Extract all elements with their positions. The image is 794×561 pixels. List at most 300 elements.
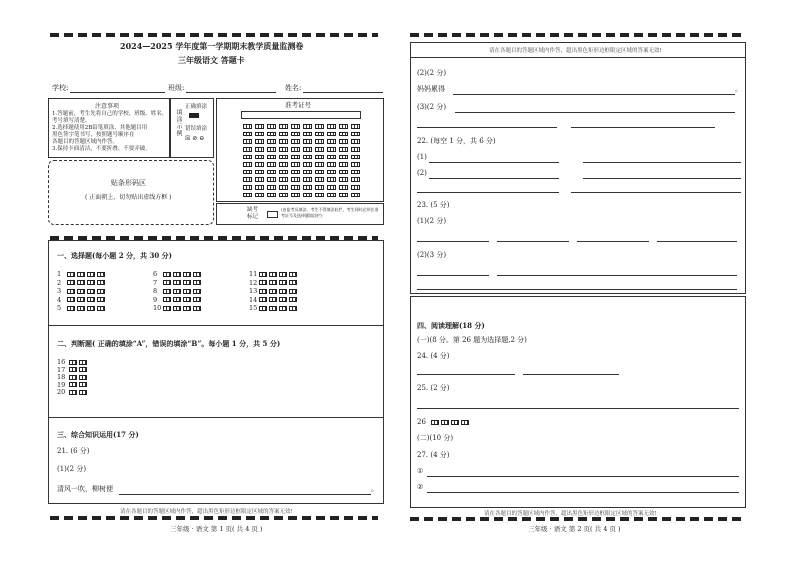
notice-line: 各题目的答题区域内作答。 bbox=[52, 139, 119, 145]
exam-digit-bubble[interactable] bbox=[243, 162, 252, 167]
q24-label: 24. (4 分) bbox=[417, 352, 450, 360]
tf-question[interactable] bbox=[57, 359, 89, 366]
bubble[interactable] bbox=[259, 280, 267, 285]
q24-answer-line[interactable] bbox=[523, 374, 619, 375]
q23-2-label: (2)(3 分) bbox=[417, 251, 447, 259]
correct-fill-label: 正确填涂 bbox=[185, 104, 208, 110]
bubble[interactable] bbox=[79, 382, 87, 387]
exam-digit-bubble[interactable] bbox=[327, 177, 336, 182]
bubble[interactable] bbox=[269, 297, 277, 302]
wrong-fill-label: 错误填涂 bbox=[185, 126, 208, 132]
footer-warning-page2: 请在各题目的答题区域内作答，超出黑色矩形边框限定区域的答案无效! bbox=[484, 511, 657, 517]
bubble[interactable] bbox=[259, 272, 267, 277]
exam-digit-bubble[interactable] bbox=[339, 124, 348, 129]
bubble[interactable] bbox=[183, 272, 191, 277]
bubble[interactable] bbox=[289, 289, 297, 294]
mcq-question[interactable] bbox=[153, 297, 203, 304]
exam-digit-bubble[interactable] bbox=[339, 132, 348, 137]
q27-answer-line[interactable] bbox=[427, 476, 739, 477]
exam-digit-bubble[interactable] bbox=[351, 162, 360, 167]
bubble[interactable] bbox=[173, 289, 181, 294]
bubble[interactable] bbox=[279, 306, 287, 311]
exam-digit-bubble[interactable] bbox=[243, 170, 252, 175]
q26-options[interactable] bbox=[431, 419, 491, 427]
exam-digit-bubble[interactable] bbox=[339, 170, 348, 175]
mcq-question[interactable] bbox=[57, 271, 107, 278]
mcq-question[interactable] bbox=[153, 280, 203, 287]
exam-digit-bubble[interactable] bbox=[303, 185, 312, 190]
exam-digit-bubble[interactable] bbox=[315, 132, 324, 137]
q21-3-answer-line[interactable] bbox=[571, 127, 715, 128]
exam-digit-bubble[interactable] bbox=[267, 147, 276, 152]
absent-note: (由监考员填涂，考生不得填涂此栏，考生同时必须在准考证号及选择题填涂栏) bbox=[281, 207, 379, 218]
q27-circle-2: ② bbox=[417, 483, 424, 491]
bubble[interactable] bbox=[67, 306, 75, 311]
exam-digit-bubble[interactable] bbox=[351, 139, 360, 144]
exam-digit-bubble[interactable] bbox=[291, 162, 300, 167]
question-number: 20 bbox=[57, 388, 66, 397]
bubble[interactable] bbox=[69, 375, 77, 380]
mcq-question[interactable] bbox=[57, 280, 107, 287]
bubble[interactable] bbox=[269, 272, 277, 277]
exam-digit-bubble[interactable] bbox=[279, 147, 288, 152]
q26-bubbles[interactable] bbox=[431, 419, 471, 426]
exam-digit-bubble[interactable] bbox=[303, 177, 312, 182]
bubble[interactable] bbox=[173, 280, 181, 285]
bubble[interactable] bbox=[259, 306, 267, 311]
q21-1-answer-line[interactable] bbox=[119, 494, 371, 495]
bubble[interactable] bbox=[97, 297, 105, 302]
exam-digit-bubble[interactable] bbox=[291, 155, 300, 160]
mcq-question[interactable] bbox=[57, 305, 107, 312]
bubble[interactable] bbox=[79, 367, 87, 372]
bubble[interactable] bbox=[87, 289, 95, 294]
section4-title: 四、阅读理解(18 分) bbox=[417, 321, 485, 330]
notice-line: 3.保持卡面清洁，不要折叠、不要弄破。 bbox=[52, 146, 151, 152]
exam-digit-bubble[interactable] bbox=[327, 170, 336, 175]
bubble[interactable] bbox=[289, 297, 297, 302]
exam-number-row bbox=[243, 190, 373, 198]
exam-digit-bubble[interactable] bbox=[267, 139, 276, 144]
question-number: 14 bbox=[249, 295, 258, 304]
exam-digit-bubble[interactable] bbox=[327, 139, 336, 144]
q23-1-label: (1)(2 分) bbox=[417, 217, 447, 225]
exam-digit-bubble[interactable] bbox=[351, 155, 360, 160]
bubble[interactable] bbox=[193, 272, 201, 277]
mcq-question[interactable] bbox=[249, 271, 299, 278]
bubble[interactable] bbox=[183, 297, 191, 302]
bubble[interactable] bbox=[451, 420, 459, 425]
q27-label: 27. (4 分) bbox=[417, 451, 450, 459]
bubble[interactable] bbox=[69, 360, 77, 365]
exam-digit-bubble[interactable] bbox=[315, 170, 324, 175]
exam-digit-bubble[interactable] bbox=[291, 132, 300, 137]
q22-answer-line[interactable] bbox=[417, 192, 559, 193]
exam-digit-bubble[interactable] bbox=[315, 162, 324, 167]
period: 。 bbox=[735, 85, 742, 93]
bubble[interactable] bbox=[193, 306, 201, 311]
question-number: 19 bbox=[57, 380, 66, 389]
exam-digit-bubble[interactable] bbox=[255, 193, 264, 198]
top-marker-bar-left bbox=[50, 33, 378, 37]
mcq-question[interactable] bbox=[249, 288, 299, 295]
bubble[interactable] bbox=[79, 360, 87, 365]
q24-answer-line[interactable] bbox=[417, 374, 515, 375]
exam-digit-bubble[interactable] bbox=[327, 147, 336, 152]
question-number: 11 bbox=[249, 270, 258, 278]
notice-line: 1.答题前，考生先将自己的学校、班级、姓名、 bbox=[52, 111, 168, 117]
question-number: 5 bbox=[57, 304, 62, 313]
question-number: 4 bbox=[57, 295, 62, 304]
bubble[interactable] bbox=[69, 390, 77, 395]
exam-digit-bubble[interactable] bbox=[255, 124, 264, 129]
bubble[interactable] bbox=[289, 280, 297, 285]
exam-digit-bubble[interactable] bbox=[315, 185, 324, 190]
q23-1-answer-line[interactable] bbox=[417, 241, 489, 242]
exam-digit-bubble[interactable] bbox=[267, 185, 276, 190]
bubble[interactable] bbox=[77, 280, 85, 285]
exam-digit-bubble[interactable] bbox=[291, 193, 300, 198]
answer-region-page2-lower bbox=[410, 296, 746, 508]
exam-digit-bubble[interactable] bbox=[315, 124, 324, 129]
exam-digit-bubble[interactable] bbox=[303, 193, 312, 198]
exam-digit-bubble[interactable] bbox=[315, 193, 324, 198]
top-marker-bar-right bbox=[410, 33, 745, 37]
q22-answer-line[interactable] bbox=[583, 178, 741, 179]
absent-checkbox[interactable] bbox=[267, 211, 278, 218]
exam-digit-bubble[interactable] bbox=[339, 139, 348, 144]
exam-digit-bubble[interactable] bbox=[243, 193, 252, 198]
bubble[interactable] bbox=[183, 306, 191, 311]
mcq-question[interactable] bbox=[153, 288, 203, 295]
exam-digit-bubble[interactable] bbox=[351, 193, 360, 198]
bottom-marker-bar-left bbox=[50, 516, 378, 520]
bubble[interactable] bbox=[69, 367, 77, 372]
bubble[interactable] bbox=[67, 289, 75, 294]
exam-digit-bubble[interactable] bbox=[315, 177, 324, 182]
bubble[interactable] bbox=[183, 280, 191, 285]
q22-label: 22. (每空 1 分，共 6 分) bbox=[417, 137, 496, 145]
exam-number-row bbox=[243, 137, 373, 145]
tf-grid[interactable] bbox=[57, 359, 137, 399]
q23-1-answer-line[interactable] bbox=[497, 241, 569, 242]
q27-circle-1: ① bbox=[417, 467, 424, 475]
exam-digit-bubble[interactable] bbox=[303, 147, 312, 152]
divider bbox=[49, 417, 383, 418]
exam-digit-bubble[interactable] bbox=[327, 132, 336, 137]
bubble[interactable] bbox=[163, 280, 171, 285]
q23-1-answer-line[interactable] bbox=[657, 241, 737, 242]
exam-digit-bubble[interactable] bbox=[327, 162, 336, 167]
exam-digit-bubble[interactable] bbox=[279, 124, 288, 129]
q21-3-answer-line[interactable] bbox=[455, 112, 735, 113]
bubble[interactable] bbox=[77, 289, 85, 294]
bubble[interactable] bbox=[87, 297, 95, 302]
correct-fill-mark bbox=[189, 113, 199, 118]
exam-digit-bubble[interactable] bbox=[255, 132, 264, 137]
exam-digit-bubble[interactable] bbox=[279, 132, 288, 137]
exam-digit-bubble[interactable] bbox=[255, 139, 264, 144]
question-number: 1 bbox=[57, 270, 62, 278]
bubble[interactable] bbox=[259, 297, 267, 302]
exam-digit-bubble[interactable] bbox=[279, 193, 288, 198]
exam-digit-bubble[interactable] bbox=[291, 147, 300, 152]
exam-digit-bubble[interactable] bbox=[255, 155, 264, 160]
q23-2-answer-line[interactable] bbox=[417, 275, 489, 276]
bubble[interactable] bbox=[97, 306, 105, 311]
q22-answer-line[interactable] bbox=[429, 162, 559, 163]
bubble[interactable] bbox=[97, 289, 105, 294]
question-number: 12 bbox=[249, 278, 258, 287]
bubble[interactable] bbox=[279, 297, 287, 302]
notice-line: 考号填写清楚。 bbox=[52, 118, 91, 124]
mcq-grid[interactable] bbox=[57, 271, 377, 315]
bubble[interactable] bbox=[97, 280, 105, 285]
exam-digit-bubble[interactable] bbox=[255, 170, 264, 175]
q21-1-label: (1)(2 分) bbox=[57, 465, 87, 473]
q23-2-answer-line[interactable] bbox=[497, 275, 737, 276]
exam-digit-bubble[interactable] bbox=[303, 139, 312, 144]
exam-digit-bubble[interactable] bbox=[267, 132, 276, 137]
bottom-marker-bar-right bbox=[410, 517, 745, 521]
mcq-question[interactable] bbox=[57, 288, 107, 295]
exam-number-row bbox=[243, 122, 373, 130]
q22-2-label: (2) bbox=[417, 169, 427, 177]
bubble[interactable] bbox=[269, 306, 277, 311]
bubble[interactable] bbox=[77, 306, 85, 311]
question-number: 3 bbox=[57, 287, 62, 296]
page1-number: 三年级 · 语文 第 1 页( 共 4 页 ) bbox=[170, 525, 263, 533]
q23-2-answer-line[interactable] bbox=[417, 289, 737, 290]
exam-digit-bubble[interactable] bbox=[303, 170, 312, 175]
exam-digit-bubble[interactable] bbox=[339, 147, 348, 152]
bubble[interactable] bbox=[259, 289, 267, 294]
bubble[interactable] bbox=[269, 289, 277, 294]
bubble[interactable] bbox=[77, 297, 85, 302]
exam-digit-bubble[interactable] bbox=[267, 193, 276, 198]
fill-example-side-label: 填涂示例 bbox=[175, 109, 182, 137]
bubble[interactable] bbox=[431, 420, 439, 425]
exam-number-row bbox=[243, 152, 373, 160]
exam-digit-bubble[interactable] bbox=[255, 162, 264, 167]
q21-3-label: (3)(2 分) bbox=[417, 103, 447, 111]
question-number: 15 bbox=[249, 304, 258, 313]
exam-number-row bbox=[243, 168, 373, 176]
class-field[interactable] bbox=[186, 92, 276, 93]
exam-digit-bubble[interactable] bbox=[339, 177, 348, 182]
bubble[interactable] bbox=[289, 306, 297, 311]
exam-digit-bubble[interactable] bbox=[267, 170, 276, 175]
exam-digit-bubble[interactable] bbox=[279, 155, 288, 160]
name-field[interactable] bbox=[303, 92, 383, 93]
notice-heading: 注意事项 bbox=[95, 103, 120, 110]
bubble[interactable] bbox=[97, 272, 105, 277]
bubble[interactable] bbox=[87, 272, 95, 277]
exam-digit-bubble[interactable] bbox=[243, 185, 252, 190]
sticker-title: 贴条形码区 bbox=[111, 179, 146, 187]
exam-digit-bubble[interactable] bbox=[291, 170, 300, 175]
bubble[interactable] bbox=[77, 272, 85, 277]
q22-answer-line[interactable] bbox=[583, 162, 741, 163]
bubble[interactable] bbox=[163, 297, 171, 302]
bubble[interactable] bbox=[279, 272, 287, 277]
exam-digit-bubble[interactable] bbox=[243, 139, 252, 144]
mcq-question[interactable] bbox=[249, 297, 299, 304]
question-number: 13 bbox=[249, 287, 258, 296]
exam-digit-bubble[interactable] bbox=[351, 132, 360, 137]
bubble[interactable] bbox=[173, 272, 181, 277]
exam-digit-bubble[interactable] bbox=[351, 185, 360, 190]
exam-digit-bubble[interactable] bbox=[255, 185, 264, 190]
bubble[interactable] bbox=[269, 280, 277, 285]
exam-digit-bubble[interactable] bbox=[255, 177, 264, 182]
exam-digit-bubble[interactable] bbox=[327, 124, 336, 129]
exam-digit-bubble[interactable] bbox=[327, 193, 336, 198]
exam-digit-bubble[interactable] bbox=[339, 193, 348, 198]
exam-digit-bubble[interactable] bbox=[327, 185, 336, 190]
exam-digit-bubble[interactable] bbox=[279, 185, 288, 190]
answer-region-page2 bbox=[410, 42, 746, 294]
exam-digit-bubble[interactable] bbox=[267, 162, 276, 167]
bubble[interactable] bbox=[163, 272, 171, 277]
exam-digit-bubble[interactable] bbox=[291, 185, 300, 190]
exam-digit-bubble[interactable] bbox=[339, 155, 348, 160]
exam-number-grid[interactable] bbox=[243, 122, 373, 198]
q27-answer-line[interactable] bbox=[427, 492, 739, 493]
exam-digit-bubble[interactable] bbox=[339, 162, 348, 167]
page2-number: 三年级 · 语文 第 2 页( 共 4 页 ) bbox=[528, 525, 621, 533]
bubble[interactable] bbox=[279, 289, 287, 294]
q21-2-label: (2)(2 分) bbox=[417, 69, 447, 77]
mcq-question[interactable] bbox=[153, 305, 203, 312]
exam-digit-bubble[interactable] bbox=[243, 132, 252, 137]
q23-1-answer-line[interactable] bbox=[577, 241, 649, 242]
exam-digit-bubble[interactable] bbox=[291, 139, 300, 144]
q22-answer-line[interactable] bbox=[429, 178, 559, 179]
bubble[interactable] bbox=[87, 306, 95, 311]
bubble[interactable] bbox=[193, 289, 201, 294]
exam-digit-bubble[interactable] bbox=[243, 124, 252, 129]
section1-title: 一、选择题(每小题 2 分，共 30 分) bbox=[57, 251, 172, 260]
exam-digit-bubble[interactable] bbox=[243, 155, 252, 160]
mcq-question[interactable] bbox=[249, 280, 299, 287]
bubble[interactable] bbox=[183, 289, 191, 294]
exam-digit-bubble[interactable] bbox=[339, 185, 348, 190]
q21-2-prompt: 妈妈累得 bbox=[417, 85, 445, 93]
exam-digit-bubble[interactable] bbox=[303, 124, 312, 129]
exam-digit-bubble[interactable] bbox=[279, 162, 288, 167]
bubble[interactable] bbox=[173, 297, 181, 302]
tf-question[interactable] bbox=[57, 389, 89, 396]
q26-label: 26 bbox=[417, 418, 426, 426]
q21-2-answer-line[interactable] bbox=[453, 94, 735, 95]
question-number: 6 bbox=[153, 270, 158, 278]
exam-digit-bubble[interactable] bbox=[303, 162, 312, 167]
exam-digit-bubble[interactable] bbox=[327, 155, 336, 160]
exam-digit-bubble[interactable] bbox=[279, 170, 288, 175]
part1-label: (一)(8 分。第 26 题为选择题,2 分) bbox=[417, 336, 527, 344]
exam-digit-bubble[interactable] bbox=[279, 139, 288, 144]
page-subtitle: 三年级语文 答题卡 bbox=[178, 55, 245, 65]
exam-number-box bbox=[216, 98, 384, 202]
absent-label: 缺考标记 bbox=[247, 207, 259, 220]
exam-digit-bubble[interactable] bbox=[279, 177, 288, 182]
q22-answer-line[interactable] bbox=[571, 192, 741, 193]
bubble[interactable] bbox=[67, 280, 75, 285]
bubble[interactable] bbox=[163, 289, 171, 294]
answer-region-page1 bbox=[48, 240, 384, 504]
mcq-question[interactable] bbox=[153, 271, 203, 278]
exam-number-row bbox=[243, 175, 373, 183]
bubble[interactable] bbox=[79, 375, 87, 380]
exam-digit-bubble[interactable] bbox=[351, 147, 360, 152]
exam-digit-bubble[interactable] bbox=[291, 124, 300, 129]
class-label: 班级: bbox=[168, 84, 185, 92]
exam-digit-bubble[interactable] bbox=[267, 124, 276, 129]
bubble[interactable] bbox=[461, 420, 469, 425]
bubble[interactable] bbox=[279, 280, 287, 285]
exam-digit-bubble[interactable] bbox=[243, 147, 252, 152]
question-number: 16 bbox=[57, 358, 66, 366]
bubble[interactable] bbox=[69, 382, 77, 387]
exam-digit-bubble[interactable] bbox=[351, 170, 360, 175]
exam-digit-bubble[interactable] bbox=[315, 155, 324, 160]
mcq-question[interactable] bbox=[57, 297, 107, 304]
bubble[interactable] bbox=[193, 280, 201, 285]
mcq-question[interactable] bbox=[249, 305, 299, 312]
page-title: 2024—2025 学年度第一学期期末教学质量监测卷 bbox=[120, 41, 304, 51]
bubble[interactable] bbox=[441, 420, 449, 425]
q21-label: 21. (6 分) bbox=[57, 447, 90, 455]
exam-number-row bbox=[243, 183, 373, 191]
bubble[interactable] bbox=[173, 306, 181, 311]
exam-digit-bubble[interactable] bbox=[291, 177, 300, 182]
notice-line: 2.选择题使用2B铅笔填涂，其他题目用 bbox=[52, 125, 148, 131]
name-label: 姓名: bbox=[285, 84, 302, 92]
exam-digit-bubble[interactable] bbox=[351, 177, 360, 182]
bubble[interactable] bbox=[163, 306, 171, 311]
bubble[interactable] bbox=[87, 280, 95, 285]
question-number: 9 bbox=[153, 295, 158, 304]
exam-digit-bubble[interactable] bbox=[243, 177, 252, 182]
exam-digit-bubble[interactable] bbox=[351, 124, 360, 129]
divider bbox=[411, 57, 745, 58]
exam-digit-bubble[interactable] bbox=[255, 147, 264, 152]
exam-number-write-row[interactable] bbox=[241, 111, 361, 119]
bubble[interactable] bbox=[67, 297, 75, 302]
absent-box bbox=[216, 203, 384, 225]
footer-warning-page1: 请在各题目的答题区域内作答，超出黑色矩形边框限定区域的答案无效! bbox=[120, 509, 293, 515]
q23-label: 23. (5 分) bbox=[417, 201, 450, 209]
question-number: 18 bbox=[57, 373, 66, 382]
wrong-fill-marks: ☒ ⊘ ⊖ bbox=[185, 135, 205, 142]
exam-digit-bubble[interactable] bbox=[267, 155, 276, 160]
school-field[interactable] bbox=[70, 92, 165, 93]
exam-digit-bubble[interactable] bbox=[267, 177, 276, 182]
q21-3-answer-line[interactable] bbox=[417, 127, 557, 128]
bubble[interactable] bbox=[289, 272, 297, 277]
q25-answer-line[interactable] bbox=[417, 408, 739, 409]
divider bbox=[49, 325, 383, 326]
exam-digit-bubble[interactable] bbox=[303, 132, 312, 137]
exam-digit-bubble[interactable] bbox=[315, 147, 324, 152]
bubble[interactable] bbox=[67, 272, 75, 277]
bubble[interactable] bbox=[79, 390, 87, 395]
bubble[interactable] bbox=[193, 297, 201, 302]
exam-digit-bubble[interactable] bbox=[303, 155, 312, 160]
exam-number-row bbox=[243, 160, 373, 168]
exam-digit-bubble[interactable] bbox=[315, 139, 324, 144]
